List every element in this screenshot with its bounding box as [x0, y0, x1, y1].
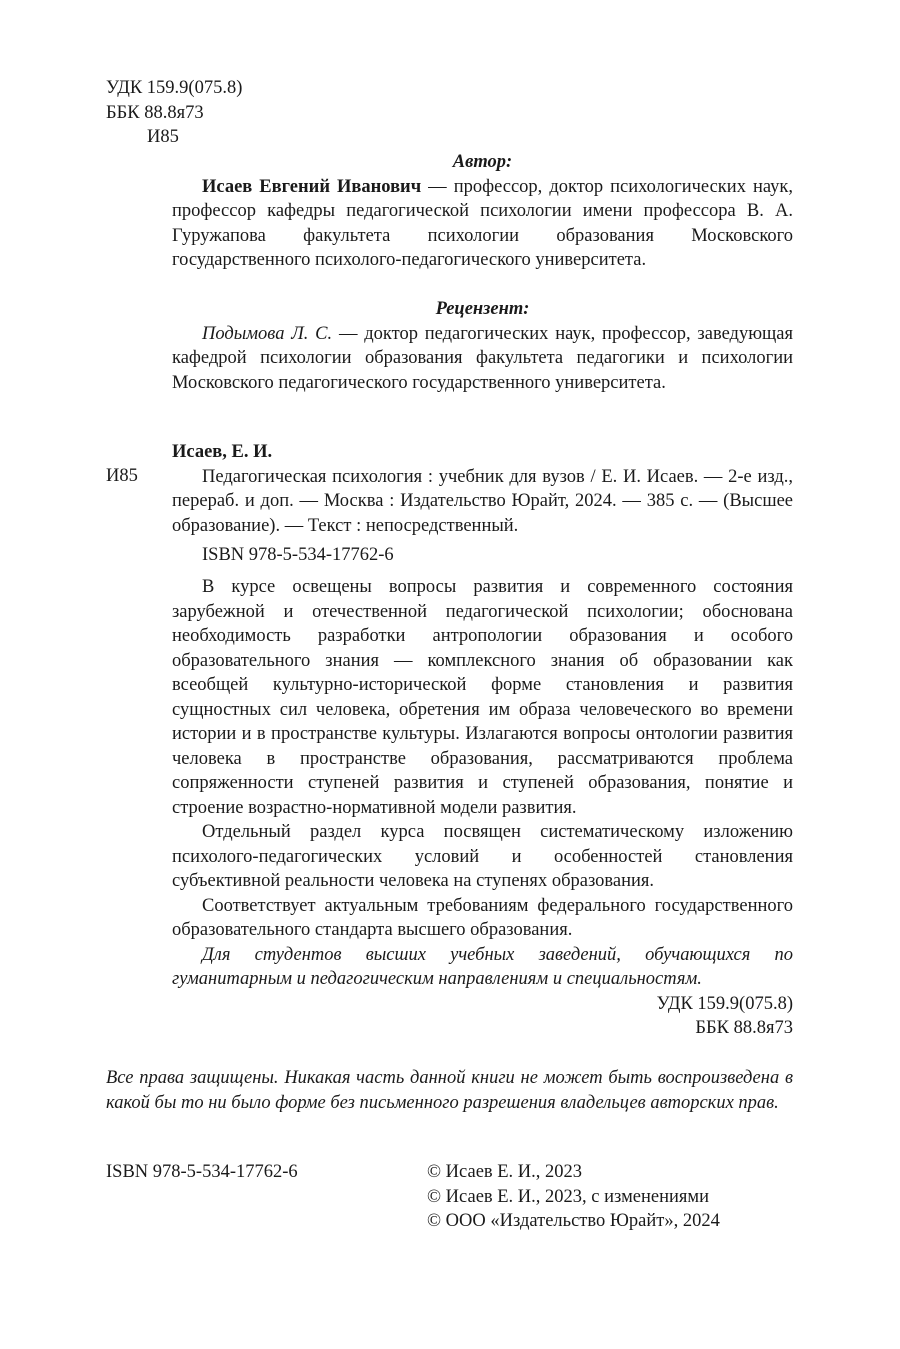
abstract-bbk: ББК 88.8я73 [695, 1018, 793, 1038]
udk-code: УДК 159.9(075.8) [106, 78, 243, 98]
author-name: Исаев Евгений Иванович [202, 176, 422, 197]
bib-isbn: ISBN 978-5-534-17762-6 [202, 545, 394, 565]
abstract-paragraph: Отдельный раздел курса посвящен систематическому изложению психолого-педагогических условий и особенностей становления субъективной реальности человека на ступенях образования. [172, 822, 793, 891]
abstract [172, 575, 793, 1041]
abstract-paragraph: Соответствует актуальным требованиям федерального государственного образовательного стандарта высшего образования. [172, 895, 793, 940]
header-codes [106, 76, 242, 150]
reviewer-name: Подымова Л. С. [202, 323, 333, 344]
author-heading: Автор: [452, 152, 513, 172]
copyright-line: © Исаев Е. И., 2023 [427, 1162, 583, 1182]
abstract-udk: УДК 159.9(075.8) [656, 993, 793, 1014]
abstract-paragraph: В курсе освещены вопросы развития и современного состояния зарубежной и отечественной педагогической психологии; обоснована необходимость разработки антропологии образования и особого образовательного знания — комплексного знания об образовании как всеобщей культурно-исторической форме становления и развития сущностных сил человека, обретения им образа человеческого во времени истории и в пространстве культуры. Излагаются вопросы онтологии развития человека в пространстве образования, рассматриваются проблема сопряженности ступеней развития и ступеней образования, понятие и строение возрастно-нормативной модели развития. [172, 577, 793, 818]
copyright-line: © ООО «Издательство Юрайт», 2024 [427, 1211, 720, 1231]
copyright-block [427, 1160, 720, 1234]
reviewer-heading: Рецензент: [435, 299, 530, 319]
bib-entry: Педагогическая психология : учебник для вузов / Е. И. Исаев. — 2-е изд., перераб. и доп. — Москва : Издательство Юрайт, 2024. — 385 с. — (Высшее образование). — Текст : непосредственный. [172, 466, 793, 536]
copyright-line: © Исаев Е. И., 2023, с изменениями [427, 1186, 710, 1207]
bib-mark: И85 [106, 466, 138, 486]
reviewer-section [172, 297, 793, 395]
footer-isbn: ISBN 978-5-534-17762-6 [106, 1162, 298, 1182]
rights-notice [106, 1066, 793, 1115]
bib-author: Исаев, Е. И. [172, 442, 273, 462]
rights-text: Все права защищены. Никакая часть данной книги не может быть воспроизведена в какой бы то ни было форме без письменного разрешения владельцев авторских прав. [106, 1068, 793, 1113]
reviewer-description: — доктор педагогических наук, профессор, заведующая кафедрой психологии образования факультета педагогики и психологии Московского педагогического государственного университета. [172, 323, 793, 393]
bibliographic-record [172, 440, 793, 568]
bbk-code: ББК 88.8я73 [106, 102, 204, 123]
author-section [172, 150, 793, 273]
audience-note: Для студентов высших учебных заведений, обучающихся по гуманитарным и педагогическим направлениям и специальностям. [172, 944, 793, 989]
author-description: — профессор, доктор психологических наук, профессор кафедры педагогической психологии имени профессора В. А. Гуружапова факультета психологии образования Московского государственного психолого-педагогического университета. [172, 176, 793, 270]
author-mark: И85 [147, 127, 179, 147]
